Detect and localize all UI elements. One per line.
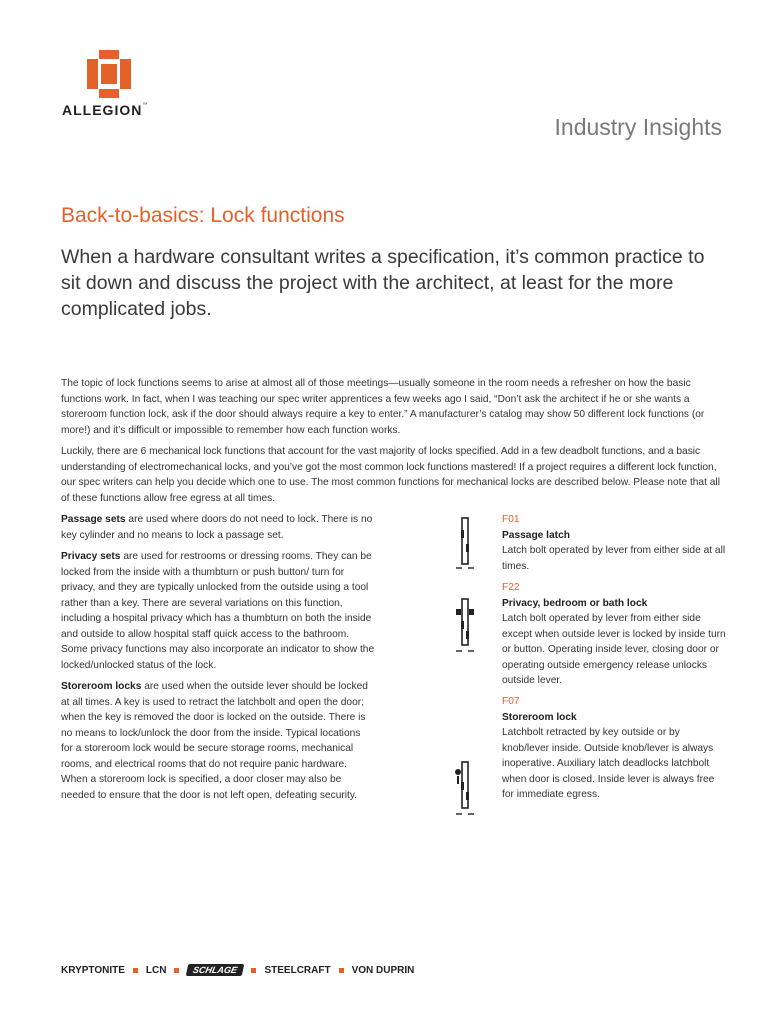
brand-footer	[61, 962, 414, 978]
storeroom-term: Storeroom locks	[61, 681, 142, 692]
brand-kryptonite: KRYPTONITE	[61, 964, 125, 976]
brand-schlage: SCHLAGE	[186, 964, 245, 976]
privacy-paragraph: Privacy sets are used for restrooms or dressing rooms. They can be locked from the inside with a thumbturn or push button/ turn for privacy, and they are typically unlocked from the outside using a tool rather than a key. There are several variations on this function, including a hospital privacy which has a thumbturn on both the inside and outside to allow hospital staff quick access to the bathroom. Some privacy functions may also incorporate an indicator to show the locked/unlocked status of the lock.	[61, 551, 375, 671]
separator-square-icon	[251, 968, 256, 973]
allegion-logo-icon	[87, 50, 131, 98]
function-code: F22	[502, 582, 520, 593]
function-description: Latchbolt retracted by key outside or by knob/lever inside. Outside knob/lever is always inoperative. Auxiliary latch deadlocks latchbolt when door is closed. Inside lever is always free for immediate egress.	[502, 727, 715, 800]
passage-term: Passage sets	[61, 514, 126, 525]
function-f07	[502, 694, 728, 803]
function-description: Latch bolt operated by lever from either side at all times.	[502, 545, 726, 572]
overview-paragraph: Luckily, there are 6 mechanical lock functions that account for the vast majority of locks specified. Add in a few deadbolt functions, and a basic understanding of electromechanical locks, and you’ve got the most common lock functions mastered! If a project requires a different lock function, our spec writers can help you decide which one to use. The most common functions for mechanical locks are described below. Please note that all of these functions allow free egress at all times.	[61, 446, 720, 504]
article-title: Back-to-basics: Lock functions	[61, 204, 345, 227]
function-name: Privacy, bedroom or bath lock	[502, 597, 648, 609]
privacy-lock-diagram	[452, 597, 478, 657]
separator-square-icon	[174, 968, 179, 973]
brand-steelcraft: STEELCRAFT	[264, 964, 331, 976]
function-f01	[502, 512, 728, 574]
function-description: Latch bolt operated by lever from either side except when outside lever is locked by inside turn or button. Operating inside lever, closing door or operating outside emergency release unlocks outside lever.	[502, 613, 726, 686]
article-lead: When a hardware consultant writes a specification, it’s common practice to sit down and discuss the project with the architect, at least for the more complicated jobs.	[61, 246, 705, 320]
storeroom-paragraph: Storeroom locks are used when the outside lever should be locked at all times. A key is used to retract the latchbolt and open the door; when the key is removed the door is locked on the outside. There is no means to lock/unlock the door from the inside. Typical locations for a storeroom lock would be secure storage rooms, mechanical rooms, and electrical rooms that do not require panic hardware. When a storeroom lock is specified, a door closer may also be needed to ensure that the door is not left open, defeating security.	[61, 681, 368, 801]
passage-paragraph: Passage sets are used where doors do not need to lock. There is no key cylinder and no means to lock a passage set.	[61, 514, 373, 541]
storeroom-lock-diagram	[452, 760, 478, 820]
separator-square-icon	[133, 968, 138, 973]
allegion-logo	[62, 50, 166, 118]
brand-von-duprin: VON DUPRIN	[351, 964, 415, 976]
function-code: F07	[502, 696, 520, 707]
section-label: Industry Insights	[554, 114, 722, 140]
logo-wordmark: ALLEGION™	[62, 102, 148, 118]
function-name: Passage latch	[502, 529, 570, 541]
function-code: F01	[502, 514, 520, 525]
brand-lcn: LCN	[145, 964, 167, 976]
function-f22	[502, 580, 728, 689]
intro-paragraph: The topic of lock functions seems to arise at almost all of those meetings—usually someone in the room needs a refresher on how the basic functions work. In fact, when I was teaching our spec writer apprentices a few weeks ago I said, “Don’t ask the architect if he or she wants a storeroom function lock, ask if the door should always require a key to enter.” A manufacturer’s catalog may show 50 different lock functions (or more!) and it’s difficult or impossible to remember how each function works.	[61, 378, 705, 436]
function-name: Storeroom lock	[502, 711, 577, 723]
function-explanations	[61, 512, 375, 809]
privacy-term: Privacy sets	[61, 551, 121, 562]
separator-square-icon	[339, 968, 344, 973]
passage-lock-diagram	[452, 516, 478, 574]
